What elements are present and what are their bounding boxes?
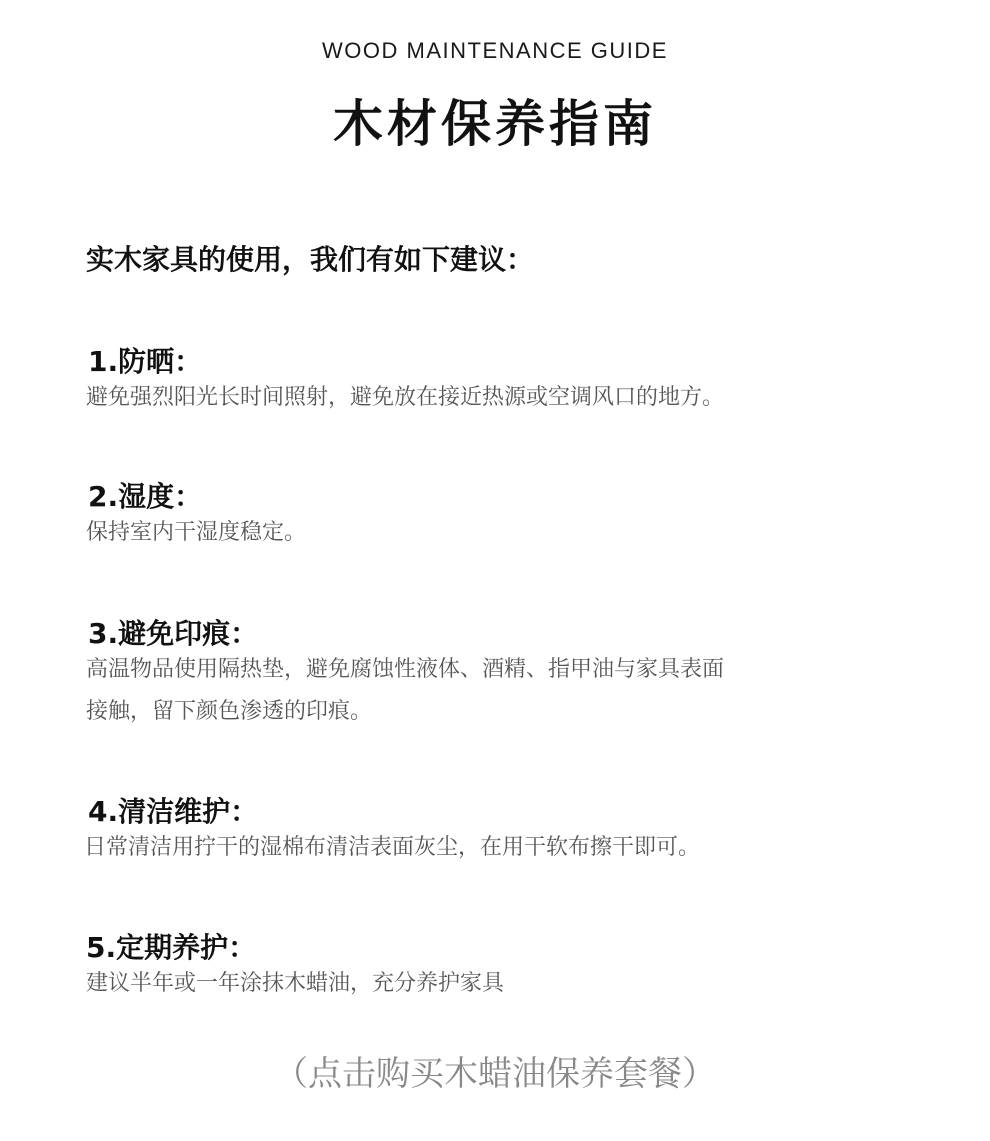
section-title-humidity: 2.湿度： (88, 480, 203, 513)
guide-subtitle: WOOD MAINTENANCE GUIDE (322, 38, 668, 63)
section-body-avoid-marks-line1: 高温物品使用隔热垫，避免腐蚀性液体、酒精、指甲油与家具表面 (86, 657, 725, 682)
section-body-cleaning: 日常清洁用拧干的湿棉布清洁表面灰尘，在用干软布擦干即可。 (84, 835, 701, 860)
section-title-regular-care: 5.定期养护： (86, 931, 257, 964)
page-title: 木材保养指南 (333, 95, 657, 153)
section-body-humidity: 保持室内干湿度稳定。 (86, 520, 307, 545)
intro-heading: 实木家具的使用，我们有如下建议： (86, 243, 535, 276)
section-body-avoid-marks-line2: 接触，留下颜色渗透的印痕。 (86, 699, 373, 724)
section-title-avoid-marks: 3.避免印痕： (88, 617, 259, 650)
section-body-sun-protection: 避免强烈阳光长时间照射，避免放在接近热源或空调风口的地方。 (86, 385, 725, 410)
section-title-cleaning: 4.清洁维护： (88, 795, 259, 828)
section-title-sun-protection: 1.防晒： (88, 345, 203, 378)
buy-wax-oil-package-link[interactable]: （点击购买木蜡油保养套餐） (274, 1054, 716, 1094)
section-body-regular-care: 建议半年或一年涂抹木蜡油，充分养护家具 (86, 971, 505, 996)
